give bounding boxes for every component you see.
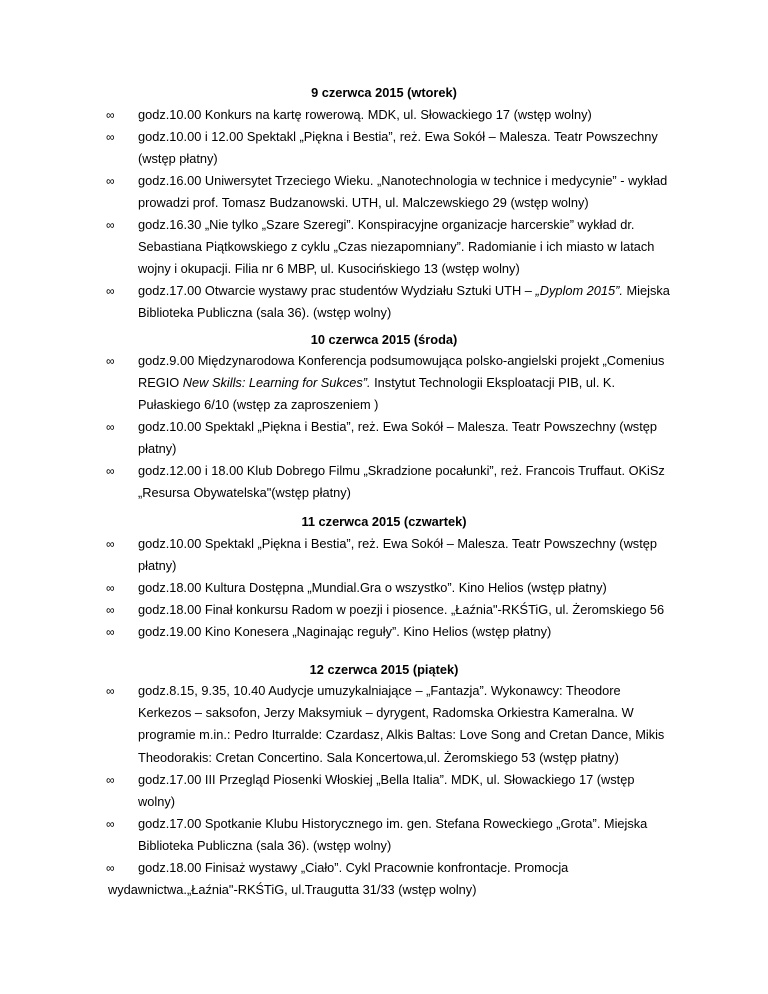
list-item <box>106 104 678 126</box>
item-text: wojny i okupacji. Filia nr 6 MBP, ul. Kusocińskiego 13 (wstęp wolny) <box>138 261 520 277</box>
item-text: godz.12.00 i 18.00 Klub Dobrego Filmu „Skradzione pocałunki”, reż. Francois Truffaut. OKiSz <box>138 463 665 478</box>
item-text: godz.10.00 i 12.00 Spektakl „Piękna i Bestia”, reż. Ewa Sokół – Malesza. Teatr Powszechny <box>138 129 658 144</box>
item-text: „Resursa Obywatelska"(wstęp płatny) <box>138 485 351 501</box>
bullet-icon: ∞ <box>106 603 115 617</box>
item-text: godz.16.30 „Nie tylko „Szare Szeregi”. Konspiracyjne organizacje harcerskie” wykład dr. <box>138 217 635 232</box>
item-text: godz.16.00 Uniwersytet Trzeciego Wieku. „Nanotechnologia w technice i medycynie” - wykład <box>138 173 668 188</box>
list-item <box>106 280 678 324</box>
list-item <box>106 460 678 504</box>
item-text: godz.17.00 Otwarcie wystawy prac studentów Wydziału Sztuki UTH – „Dyplom 2015”. Miejska <box>138 283 670 298</box>
item-text: godz.18.00 Finisaż wystawy „Ciało”. Cykl Pracownie konfrontacje. Promocja <box>138 860 569 875</box>
bullet-icon: ∞ <box>106 174 115 188</box>
list-item <box>106 214 678 281</box>
list-item <box>106 599 678 621</box>
item-text: godz.19.00 Kino Konesera „Naginając reguły”. Kino Helios (wstęp płatny) <box>138 624 552 639</box>
item-text: Pułaskiego 6/10 (wstęp za zaproszeniem ) <box>138 397 379 413</box>
item-text: Biblioteka Publiczna (sala 36). (wstęp wolny) <box>138 838 392 854</box>
day-heading: 11 czerwca 2015 (czwartek) <box>301 514 467 529</box>
item-text: godz.18.00 Finał konkursu Radom w poezji i piosence. „Łaźnia"-RKŚTiG, ul. Żeromskiego 56 <box>138 602 665 617</box>
bullet-icon: ∞ <box>106 537 115 551</box>
bullet-icon: ∞ <box>106 108 115 122</box>
list-item <box>106 680 678 769</box>
bullet-icon: ∞ <box>106 354 115 368</box>
item-text: godz.17.00 Spotkanie Klubu Historycznego im. gen. Stefana Roweckiego „Grota”. Miejska <box>138 816 648 831</box>
bullet-icon: ∞ <box>106 817 115 831</box>
item-text: prowadzi prof. Tomasz Budzanowski. UTH, ul. Malczewskiego 29 (wstęp wolny) <box>138 195 589 211</box>
bullet-icon: ∞ <box>106 861 115 875</box>
list-item <box>106 416 678 460</box>
bullet-icon: ∞ <box>106 420 115 434</box>
item-text: godz.10.00 Spektakl „Piękna i Bestia”, reż. Ewa Sokół – Malesza. Teatr Powszechny (wstęp <box>138 419 657 434</box>
day-heading: 12 czerwca 2015 (piątek) <box>309 662 459 677</box>
item-text: płatny) <box>138 558 177 574</box>
item-text: programie m.in.: Pedro Iturralde: Czardasz, Alkis Baltas: Love Song and Cretan Dance, Mikis <box>138 727 665 743</box>
bullet-icon: ∞ <box>106 130 115 144</box>
item-text: Kerkezos – saksofon, Jerzy Maksymiuk – dyrygent, Radomska Orkiestra Kameralna. W <box>138 705 634 721</box>
item-text: Theodorakis: Cretan Concertino. Sala Koncertowa,ul. Żeromskiego 53 (wstęp płatny) <box>138 749 619 765</box>
bullet-icon: ∞ <box>106 684 115 698</box>
item-text: godz.17.00 III Przegląd Piosenki Włoskiej „Bella Italia”. MDK, ul. Słowackiego 17 (wstęp <box>138 772 635 787</box>
list-item <box>106 813 678 857</box>
bullet-icon: ∞ <box>106 218 115 232</box>
item-text: wolny) <box>138 794 175 810</box>
item-text: godz.10.00 Spektakl „Piękna i Bestia”, reż. Ewa Sokół – Malesza. Teatr Powszechny (wstęp <box>138 536 657 551</box>
list-item <box>106 170 678 214</box>
item-text: płatny) <box>138 441 177 457</box>
item-text: Sebastiana Piątkowskiego z cyklu „Czas niezapomniany”. Radomianie i ich miasto w latach <box>138 239 655 255</box>
bullet-icon: ∞ <box>106 773 115 787</box>
list-item <box>106 621 678 643</box>
item-text: Biblioteka Publiczna (sala 36). (wstęp wolny) <box>138 305 392 321</box>
day-heading: 9 czerwca 2015 (wtorek) <box>311 85 457 100</box>
bullet-icon: ∞ <box>106 625 115 639</box>
day-heading: 10 czerwca 2015 (środa) <box>310 332 458 347</box>
item-text: godz.8.15, 9.35, 10.40 Audycje umuzykalniające – „Fantazja”. Wykonawcy: Theodore <box>138 683 621 698</box>
list-item <box>106 533 678 577</box>
list-item <box>106 350 678 417</box>
list-item <box>106 126 678 170</box>
item-text: godz.9.00 Międzynarodowa Konferencja podsumowująca polsko-angielski projekt „Comenius <box>138 353 665 368</box>
item-text: godz.10.00 Konkurs na kartę rowerową. MDK, ul. Słowackiego 17 (wstęp wolny) <box>138 107 592 122</box>
bullet-icon: ∞ <box>106 464 115 478</box>
bullet-icon: ∞ <box>106 284 115 298</box>
item-text: godz.18.00 Kultura Dostępna „Mundial.Gra o wszystko”. Kino Helios (wstęp płatny) <box>138 580 607 595</box>
bullet-icon: ∞ <box>106 581 115 595</box>
item-text: REGIO New Skills: Learning for Sukces”. Instytut Technologii Eksploatacji PIB, ul. K. <box>138 375 616 391</box>
list-item <box>106 857 678 879</box>
item-text: wydawnictwa.„Łaźnia"-RKŚTiG, ul.Traugutta 31/33 (wstęp wolny) <box>108 882 477 897</box>
item-text: (wstęp płatny) <box>138 151 218 167</box>
list-item <box>106 769 678 813</box>
list-item <box>106 577 678 599</box>
